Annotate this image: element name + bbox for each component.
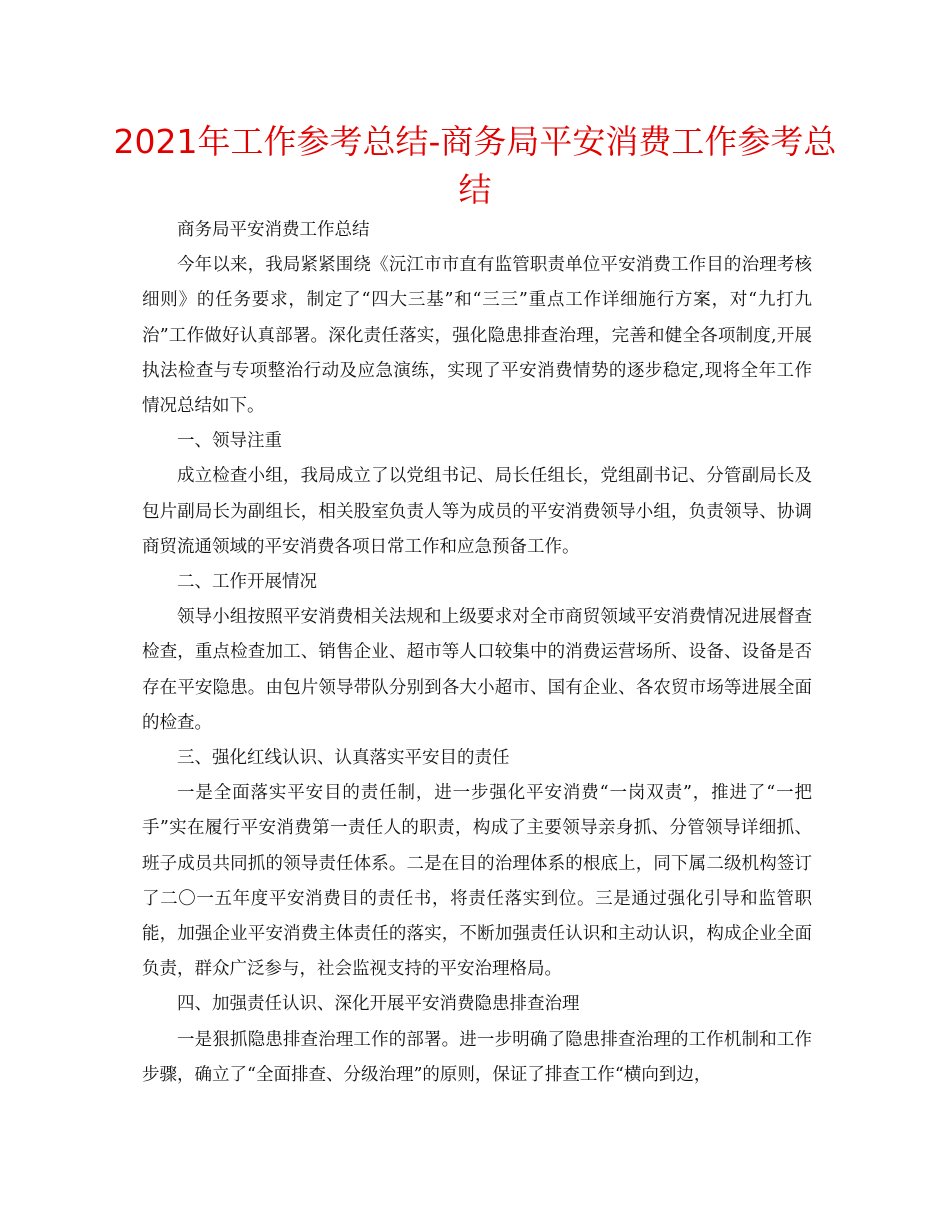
document-body	[142, 213, 812, 1093]
paragraph-subtitle: 商务局平安消费工作总结	[177, 220, 370, 240]
paragraph-section-1: 成立检查小组，我局成立了以党组书记、局长任组长，党组副书记、分管副局长及包片副局长为副组长，相关股室负责人等为成员的平安消费领导小组，负责领导、协调商贸流通领域的平安消费各项日常工作和应急预备工作。	[142, 466, 812, 557]
paragraph-section-2: 领导小组按照平安消费相关法规和上级要求对全市商贸领域平安消费情况进展督查检查，重点检查加工、销售企业、超市等人口较集中的消费运营场所、设备、设备是否存在平安隐患。由包片领导带队分别到各大小超市、国有企业、各农贸市场等进展全面的检查。	[142, 607, 812, 733]
section-heading-3: 三、强化红线认识、认真落实平安目的责任	[177, 748, 510, 769]
section-heading-1: 一、领导注重	[177, 431, 282, 452]
section-heading-2: 二、工作开展情况	[177, 572, 317, 593]
paragraph-intro: 今年以来，我局紧紧围绕《沅江市市直有监管职责单位平安消费工作目的治理考核细则》的任务要求，制定了“四大三基”和“三三”重点工作详细施行方案，对“九打九治”工作做好认真部署。深化责任落实，强化隐患排查治理，完善和健全各项制度,开展执法检查与专项整治行动及应急演练，实现了平安消费情势的逐步稳定,现将全年工作情况总结如下。	[142, 255, 812, 417]
paragraph-section-3: 一是全面落实平安目的责任制，进一步强化平安消费“一岗双责”，推进了“一把手”实在履行平安消费第一责任人的职责，构成了主要领导亲身抓、分管领导详细抓、班子成员共同抓的领导责任体系。二是在目的治理体系的根底上，同下属二级机构签订了二〇一五年度平安消费目的责任书，将责任落实到位。三是通过强化引导和监管职能，加强企业平安消费主体责任的落实，不断加强责任认识和主动认识，构成企业全面负责，群众广泛参与，社会监视支持的平安治理格局。	[142, 783, 812, 980]
document-title: 2021年工作参考总结-商务局平安消费工作参考总结	[113, 122, 837, 209]
section-heading-4: 四、加强责任认识、深化开展平安消费隐患排查治理	[177, 994, 580, 1015]
paragraph-section-4: 一是狠抓隐患排查治理工作的部署。进一步明确了隐患排查治理的工作机制和工作步骤，确立了“全面排查、分级治理”的原则，保证了排查工作“横向到边，	[142, 1029, 812, 1085]
